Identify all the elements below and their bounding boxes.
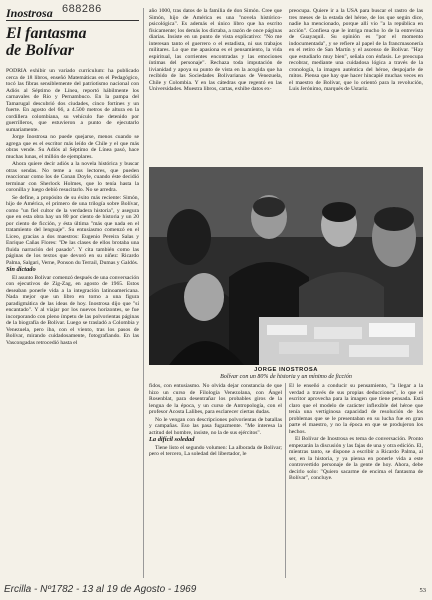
paragraph: El le enseñó a conducir su pensamiento, "a llegar a la verdad a través de sus propias deducciones", lo que el escritor aprovecha para la imagen que tiene pensada. Está claro que el modelo de carácter inflexible del héroe que tenía una vertiginosa capacidad de resolución de los problemas que se le presentaban en su lucha fue en gran parte el maestro, y no la época en que se produjeron los hechos. bbox=[289, 383, 423, 435]
paragraph: PODRIA exhibir un variado currículum: ha publicado cerca de 18 libros, enseñó Matemáticas en el Pedagógico, tocó las fibras sensiblemente del patriotismo nacional con Adiós al Séptimo de Línea, reportó hábilmente los carnavales de Río y Pernambuco. En la pampa del Tamarugal descubrió dos ciudades, cinco fortines y un fuerte. En agosto del 66, a 4.500 metros de altura en la cordillera colombiana, su vehículo fue detenido por guerrilleros, que estuvieron a punto de ejecutarlo sumariamente. bbox=[6, 68, 139, 133]
handwritten-footer: Ercilla - Nº1782 - 13 al 19 de Agosto - 1969 bbox=[4, 584, 197, 595]
subheading: Sin dictado bbox=[6, 266, 36, 273]
caption-name: JORGE INOSTROSA bbox=[254, 367, 318, 373]
author-photo bbox=[149, 167, 423, 365]
paragraph: preocupa. Quiere ir a la USA para buscar el rastro de las tres meses de la estada del héroe, de los que según dice, nadie ha mencionado, porque allí vio "a la república en acción". Confiesa que le intriga mucho lo de la entrevista de Guayaquil. Su opinión es "por el momento indocumentada", y se refiere al papel de la francmasonería en el retiro de San Martín y el ascenso de Bolívar. "Hay que estudiarlo muy bien", señala con énfasis. Le preocupa recobrar, mediante una cuidadosa lógica a través de la cronología, la imagen auténtica del héroe, despojarle de mitos. Piensa que hay que hacer hincapié muchas veces en el maestro de Bolívar, que lo orientó para la revolución, Luis Jerónimo, marqués de Ustariz. bbox=[289, 8, 423, 92]
handwritten-number: 688286 bbox=[62, 3, 102, 15]
paragraph: El asunto Bolívar comenzó después de una conversación con ejecutivos de Zig-Zag, en agosto de 1965. Estos deseaban ponerle vida a la integración latinoamericana. Nada mejor que un libro en torno a una figura paradigmática de las ideas de hoy. Inostrosa dijo que "sí encantado". Y al viajar por los nuevos horizontes, se fue incorporando con pleno ímpetu de las polvorientas páginas de la biografía de Bolívar. Luego se trasladó a Colombia y Venezuela, pero iba, con el viento, tras los pasos de Bolívar, mirando cuidadosamente, fotografiando. En las Vascongadas retrocedió hasta el bbox=[6, 274, 139, 346]
column-2-top bbox=[149, 8, 282, 94]
paragraph: año 1000, tras datos de la familia de don Simón. Cree que Simón, hijo de América es una "novela histórico-psicológica". Es además el único libro que ha escrito físicamente; los demás los dictaba, a razón de once páginas diarias. Insiste en un punto de vista explicativo: "No me interesan tanto el guerrero o el estadista, ni sus trabajos militares. Lo que me apasiona es el pensamiento, la vida espiritual, las corrientes encontradas y las emociones íntimas del personaje". Rechaza toda imputación de livianidad y apoya su punto de vista en la acogida que ha recibido de las Sociedades Bolivarianas de Venezuela, Chile y Colombia. Y en las cátedras que regentó en las Universidades. Muestra libros, cartas, exhibe datos ex- bbox=[149, 8, 282, 92]
caption-text: Bolívar con un 80% de historia y un mínimo de ficción bbox=[220, 374, 352, 380]
photo-illustration bbox=[149, 167, 423, 365]
section-rule bbox=[6, 20, 139, 21]
column-2-bottom bbox=[149, 383, 282, 459]
paragraph: Tiene listo el segundo volumen: La alborada de Bolívar; pero el tercero, La soledad del libertador, le bbox=[149, 444, 282, 457]
paragraph: El Bolívar de Inostrosa es tema de conversación. Pronto empezarán la discusión y las fajas de una y otra edición. El, mientras tanto, se dispone a escribir a Ricardo Palma, al ser, en la historia, y ya piensa en ponerle vida a este controvertido personaje de la gente de hoy. Ahora, debe decirlo solo: "Quiero sacarme de encima el fantasma de Bolívar", concluye. bbox=[289, 436, 423, 481]
paragraph: Ahora quiere decir adiós a la novela histórica y buscar otras sendas. No teme a sus lectores, que pueden reaccionar como los de Conan Doyle, cuando éste decidió terminar con Sherlock Holmes, que lo tenía hasta la coronilla y luego debió resucitarlo. No se arredra. bbox=[6, 161, 139, 193]
page-number: 53 bbox=[419, 587, 426, 594]
column-divider bbox=[143, 8, 144, 578]
column-divider bbox=[285, 383, 286, 578]
paragraph: No le vengan con descripciones polvorientas de batallas y campañas. Eso las pasa fugazmente. "Me interesa la actitud del hombre, insiste, no la de sus ejércitos". bbox=[149, 416, 282, 436]
paragraph: Se define, a propósito de su éxito más reciente: Simón, hijo de América, el primero de una trilogía sobre Bolívar, como "un fiel cultor de la verdadera historia", y asegura que en esta obra hay un 80 por ciento de historia y un 20 por ciento de ficción, y ésta última "más que nada en el tratamiento del lenguaje". Su entusiasmo comenzó en el Liceo, gracias a dos maestros: Eugenio Pereira Salas y Enrique Cañas Flores: "De las clases de ellos brotaba una fluida narración del pasado". Y cita también como las páginas de los textos que devoró en su niñez: Ricardo Palma, Salgari, Verne, Ponson du Terrail, Dumas y Galdós. bbox=[6, 194, 139, 266]
section-label: Inostrosa bbox=[6, 6, 53, 20]
subheading: La difícil soledad bbox=[149, 436, 195, 443]
column-1 bbox=[6, 68, 139, 347]
paragraph: Jorge Inostrosa no puede quejarse, menos cuando se agrega que es el escritor más leído de Chile y el que más obras vende. Su Adiós al Séptimo de Línea pasó, hace muchas lunas, el millón de ejemplares. bbox=[6, 134, 139, 160]
article-title bbox=[6, 25, 142, 59]
column-3-top bbox=[289, 8, 423, 94]
column-3-bottom bbox=[289, 383, 423, 483]
title-line-2: de Bolívar bbox=[6, 42, 74, 59]
title-line-1: El fantasma bbox=[6, 25, 87, 42]
photo-caption bbox=[149, 367, 423, 381]
paragraph: fidos, con entusiasmo. No olvida dejar constancia de que hizo un curso de Filología Venezolana, con Ángel Rosenblat, para desentrañar los probables giros de la lengua de la época, y un curso de Antropología, con el profesor Acosta Lalibes, para esclarecer ciertas dudas. bbox=[149, 383, 282, 415]
